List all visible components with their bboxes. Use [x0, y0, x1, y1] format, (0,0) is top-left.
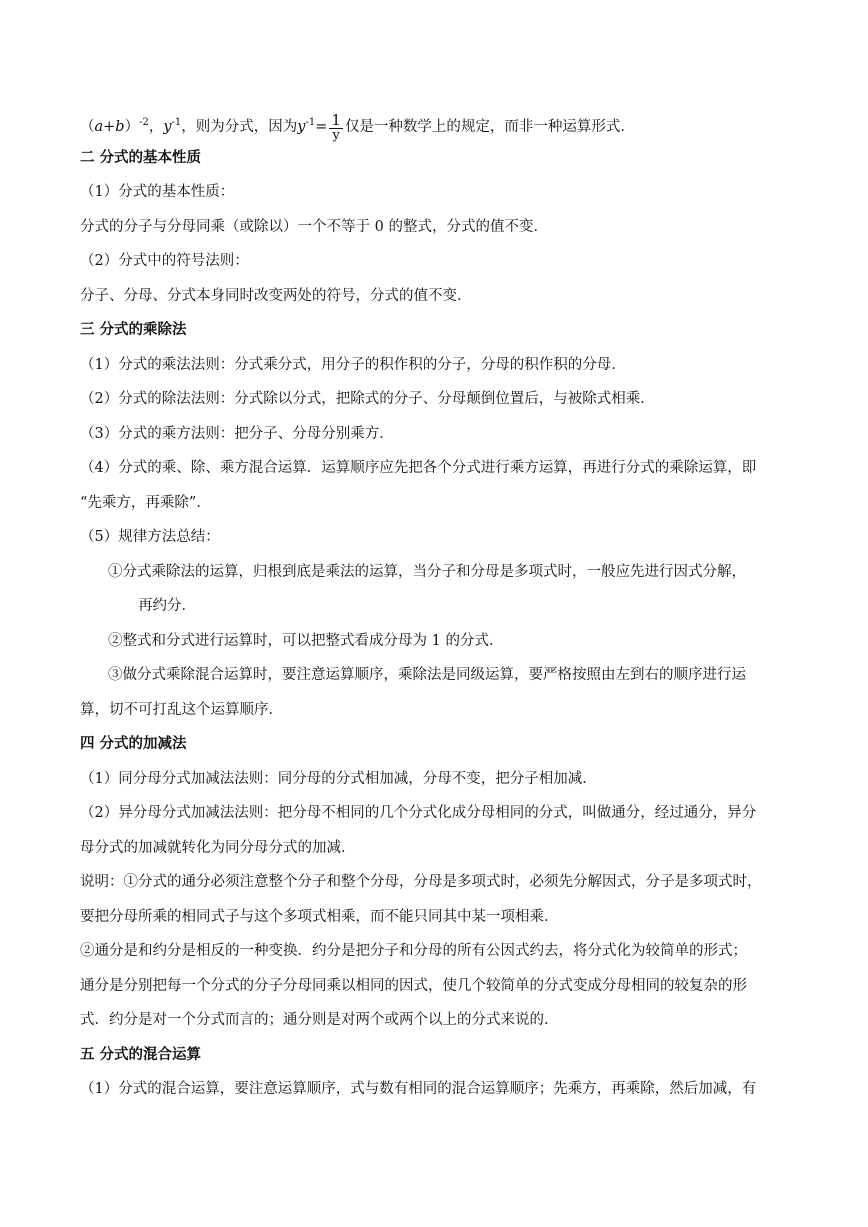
- intro-line: [80, 106, 792, 141]
- method-item: 算，切不可打乱这个运算顺序．: [80, 701, 283, 718]
- method-item: ①分式乘除法的运算，归根到底是乘法的运算，当分子和分母是多项式时，一般应先进行因式分解，: [108, 563, 746, 580]
- paragraph: 母分式的加减就转化为同分母分式的加减．: [80, 839, 356, 856]
- section-heading: 二 分式的基本性质: [80, 148, 202, 166]
- text: ）: [124, 119, 140, 135]
- text: 仅是一种数学上的规定，而非一种运算形式．: [344, 119, 635, 135]
- paragraph: （1）分式的混合运算，要注意运算顺序，式与数有相同的混合运算顺序；先乘方，再乘除，然后加减，有: [80, 1081, 757, 1097]
- variable: y: [163, 119, 172, 135]
- fraction-denominator: y: [332, 127, 340, 143]
- text: ，则为分式，因为: [181, 119, 298, 135]
- note: ②通分是和约分是相反的一种变换．约分是把分子和分母的所有公因式约去，将分式化为较简单的形式；: [80, 943, 747, 959]
- exponent: -1: [171, 117, 182, 128]
- note: 通分是分别把每一个分式的分子分母同乘以相同的因式，使几个较简单的分式变成分母相同的较复杂的形: [80, 977, 747, 994]
- paragraph: （3）分式的乘方法则：把分子、分母分别乘方．: [80, 425, 394, 442]
- paragraph: （1）同分母分式加减法法则：同分母的分式相加减，分母不变，把分子相加减．: [80, 770, 597, 787]
- paragraph: （1）分式的乘法法则：分式乘分式，用分子的积作积的分子，分母的积作积的分母．: [80, 356, 626, 373]
- equals-sign: =: [315, 119, 328, 135]
- note: 要把分母所乘的相同式子与这个多项式相乘，而不能只同其中某一项相乘．: [80, 908, 559, 925]
- paragraph: （5）规律方法总结：: [80, 529, 220, 545]
- text: ，: [148, 119, 164, 135]
- paragraph: “先乘方，再乘除”．: [80, 494, 211, 511]
- method-item: ③做分式乘除混合运算时，要注意运算顺序，乘除法是同级运算，要严格按照由左到右的顺序进行运: [108, 667, 746, 683]
- paragraph: （2）分式的除法法则：分式除以分式，把除式的分子、分母颠倒位置后，与被除式相乘．: [80, 391, 655, 407]
- paragraph: （2）异分母分式加减法法则：把分母不相同的几个分式化成分母相同的分式，叫做通分，经过通分，异分: [80, 805, 757, 821]
- paragraph: （1）分式的基本性质：: [80, 184, 235, 200]
- fraction-numerator: 1: [331, 110, 341, 129]
- note: 说明：①分式的通分必须注意整个分子和整个分母，分母是多项式时，必须先分解因式，分子是多项式时，: [80, 874, 762, 890]
- section-heading: 五 分式的混合运算: [80, 1045, 202, 1063]
- method-item: ②整式和分式进行运算时，可以把整式看成分母为 1 的分式．: [108, 632, 504, 649]
- fraction: [329, 110, 343, 143]
- paragraph: 分式的分子与分母同乘（或除以）一个不等于 0 的整式，分式的值不变．: [80, 218, 548, 235]
- text: （: [80, 119, 95, 135]
- text: a+b: [94, 119, 125, 135]
- variable: y: [297, 119, 306, 135]
- note: 式．约分是对一个分式而言的；通分则是对两个或两个以上的分式来说的．: [80, 1012, 559, 1028]
- document-body: [80, 106, 792, 1107]
- paragraph: （4）分式的乘、除、乘方混合运算．运算顺序应先把各个分式进行乘方运算，再进行分式的乘除运算，即: [80, 460, 757, 476]
- section-heading: 三 分式的乘除法: [80, 321, 187, 338]
- exponent: -2: [139, 117, 149, 128]
- exponent: -1: [305, 117, 316, 128]
- section-heading: 四 分式的加减法: [80, 735, 187, 752]
- paragraph: （2）分式中的符号法则：: [80, 253, 249, 269]
- paragraph: 分子、分母、分式本身同时改变两处的符号，分式的值不变．: [80, 287, 472, 304]
- method-item: 再约分．: [138, 598, 196, 614]
